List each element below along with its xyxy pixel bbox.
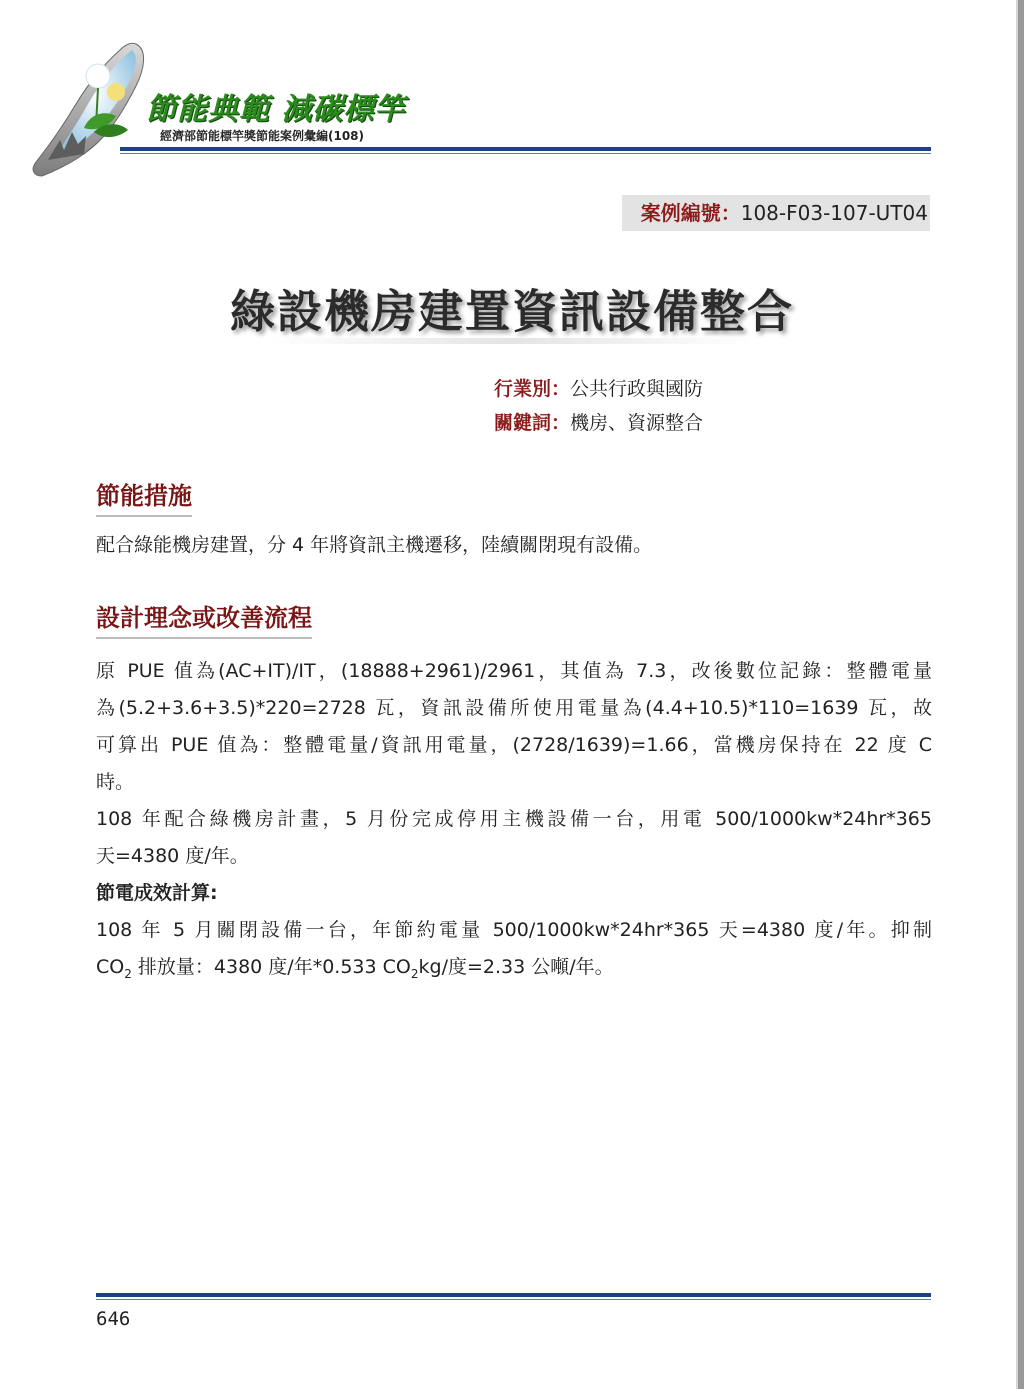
- title-shadow: [270, 338, 754, 344]
- keywords-label: 關鍵詞：: [494, 412, 571, 434]
- industry-value: 公共行政與國防: [570, 378, 704, 400]
- page-edge-inner: [1016, 0, 1018, 1389]
- calc-heading: 節電成效計算:: [96, 882, 218, 904]
- design-line: 可算出 PUE 值為：整體電量/資訊用電量，(2728/1639)=1.66，當機房保持在 22 度 C: [96, 734, 932, 756]
- co2-text-2: 排放量：4380 度/年*0.533 CO: [131, 956, 411, 978]
- calc-line-co2: [96, 949, 932, 993]
- page-number: 646: [96, 1308, 131, 1330]
- footer-rule: [96, 1293, 931, 1297]
- co2-subscript-2: 2: [410, 966, 419, 981]
- case-number-box: [622, 195, 930, 231]
- measures-paragraph: [96, 527, 932, 564]
- plan-line: 108 年配合綠機房計畫，5 月份完成停用主機設備一台，用電 500/1000kw*24hr*365: [96, 808, 932, 830]
- case-number-label: 案例編號：: [640, 201, 741, 225]
- keywords-row: [494, 408, 703, 435]
- industry-row: [494, 374, 703, 401]
- page-edge: [1018, 0, 1024, 1389]
- co2-text-3: kg/度=2.33 公噸/年。: [418, 956, 614, 978]
- design-line: 為(5.2+3.6+3.5)*220=2728 瓦，資訊設備所使用電量為(4.4+10.5)*110=1639 瓦，故: [96, 697, 932, 719]
- footer-rule-thin: [96, 1299, 931, 1300]
- industry-label: 行業別：: [494, 378, 571, 400]
- keywords-value: 機房、資源整合: [570, 412, 704, 434]
- design-body: [96, 653, 932, 993]
- plan-line: 天=4380 度/年。: [96, 845, 249, 867]
- design-line: 原 PUE 值為(AC+IT)/IT，(18888+2961)/2961，其值為 7.3，改後數位記錄：整體電量: [96, 660, 932, 682]
- header-rule: [120, 147, 931, 151]
- co2-subscript: 2: [124, 966, 132, 981]
- section-heading-measures: 節能措施: [96, 476, 192, 517]
- brand-title: 節能典範 減碳標竿: [146, 92, 406, 127]
- brand-subtitle: 經濟部節能標竿獎節能案例彙編(108): [160, 129, 365, 143]
- page-title: 綠設機房建置資訊設備整合: [229, 285, 794, 338]
- calc-line: 108 年 5 月關閉設備一台，年節約電量 500/1000kw*24hr*365 天=4380 度/年。抑制: [96, 919, 932, 941]
- header-rule-thin: [120, 153, 931, 154]
- case-number-value: 108-F03-107-UT04: [740, 201, 928, 225]
- co2-text: CO: [96, 956, 125, 978]
- measures-text: 配合綠能機房建置，分 4 年將資訊主機遷移，陸續關閉現有設備。: [96, 534, 653, 556]
- section-heading-design: 設計理念或改善流程: [96, 598, 312, 639]
- design-line: 時。: [96, 771, 135, 793]
